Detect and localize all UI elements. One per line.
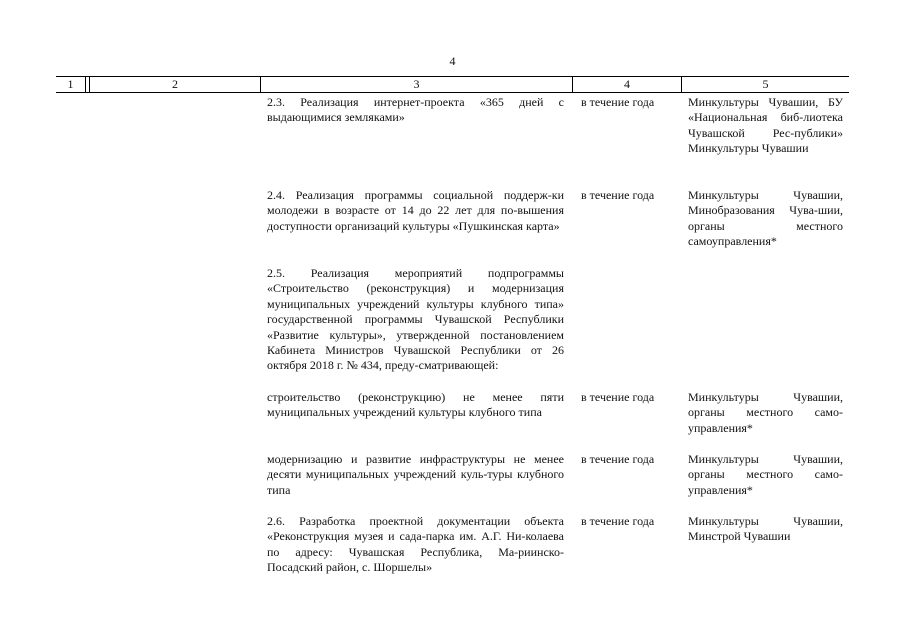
term-text: в течение года <box>581 390 655 404</box>
activity-text: модернизацию и развитие инфраструктуры не менее десяти муниципальных учреждений куль-туры клубного типа <box>267 452 564 497</box>
responsible-text: Минкультуры Чувашии, органы местного само-управления* <box>688 390 843 435</box>
header-col-2: 2 <box>172 77 178 91</box>
activity-text: строительство (реконструкцию) не менее пяти муниципальных учреждений культуры клубного типа <box>267 390 564 420</box>
responsible-text: Минкультуры Чувашии, Минобразования Чува-шии, органы местного самоуправления* <box>688 188 843 249</box>
activity-text: 2.6. Разработка проектной документации объекта «Реконструкция музея и сада-парка им. А.Г. Ни-колаева по адресу: Чувашская Республика, Ма-риинско-Посадский район, с. Шоршелы» <box>267 514 564 575</box>
term-text: в течение года <box>581 452 655 466</box>
responsible-text: Минкультуры Чувашии, Минстрой Чувашии <box>688 514 843 544</box>
term-text: в течение года <box>581 95 655 109</box>
page-number: 4 <box>449 54 456 68</box>
activity-text: 2.5. Реализация мероприятий подпрограммы «Строительство (реконструкция) и модернизация муниципальных учреждений культуры клубного типа» государственной программы Чувашской Республики «Развитие культуры», утвержденной постановлением Кабинета Министров Чувашской Республики от 26 октября 2018 г. № 434, преду-сматривающей: <box>267 266 564 373</box>
table-header <box>56 76 849 93</box>
responsible-text: Минкультуры Чувашии, органы местного само-управления* <box>688 452 843 497</box>
term-text: в течение года <box>581 514 655 528</box>
responsible-text: Минкультуры Чувашии, БУ «Национальная биб-лиотека Чувашской Рес-публики» Минкультуры Чувашии <box>688 95 843 156</box>
header-divider <box>85 77 86 92</box>
term-text: в течение года <box>581 188 655 202</box>
activity-text: 2.3. Реализация интернет-проекта «365 дней с выдающимися земляками» <box>267 95 564 125</box>
header-col-3: 3 <box>413 77 420 91</box>
header-col-5: 5 <box>762 77 769 91</box>
header-col-1: 1 <box>67 77 74 91</box>
header-col-4: 4 <box>624 77 630 91</box>
activity-text: 2.4. Реализация программы социальной поддерж-ки молодежи в возрасте от 14 до 22 лет для по-вышения доступности организаций культуры «Пушкинская карта» <box>267 188 564 233</box>
